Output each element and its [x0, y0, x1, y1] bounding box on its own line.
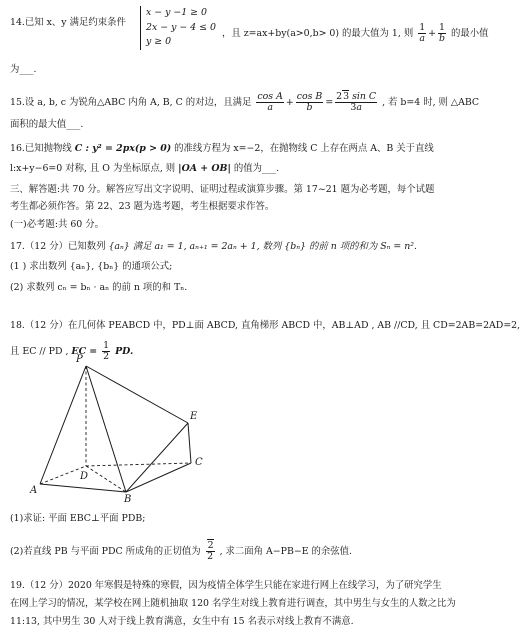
- q19-line2: 在网上学习的情况，某学校在网上随机抽取 120 名学生对线上教育进行调查，其中男生与女生的人数之比为: [10, 598, 456, 609]
- q16-line2: [10, 163, 466, 175]
- q18-part1: (1)求证: 平面 EBC⊥平面 PDB;: [10, 513, 146, 524]
- q17-line: [10, 241, 466, 253]
- q14-line-right: ，且 z=ax+by(a>0,b> 0) 的最大值为 1, 则 $\frac{1}{a}$ + $\frac{1}{b}$ 的最小值: [222, 22, 489, 44]
- q17-cond: {aₙ} 满足 a₁ = 1, aₙ₊₁ = 2aₙ + 1, 数列 {bₙ} 的前 n 项的和为 Sₙ = n².: [108, 241, 418, 252]
- q17-intro: 17.（12 分）已知数列: [10, 241, 106, 252]
- q17-part1: (1 ) 求出数列 {aₙ}, {bₙ} 的通项公式;: [10, 261, 173, 272]
- q18-part2b: , 求二面角 A−PB−E 的余弦值.: [219, 546, 353, 557]
- vertex-label-E: E: [190, 411, 198, 422]
- edge-DB: [86, 466, 126, 492]
- q18-part2a: (2)若直线 PB 与平面 PDC 所成角的正切值为: [10, 546, 201, 557]
- q14-eq1: x − y −1 ≥ 0: [146, 7, 207, 18]
- q15-frac-sinC: $\frac{\text{23 sin C}}{3a}$: [336, 91, 377, 113]
- q14-tail: 为___.: [10, 64, 37, 75]
- q18-line2b: EC =: [71, 346, 98, 357]
- edge-AB: [40, 484, 126, 492]
- q15-tail: 面积的最大值___.: [10, 119, 84, 130]
- q16-line2a: l:x+y−6=0 对称, 且 O 为坐标原点, 则: [10, 163, 176, 174]
- q18-frac-sqrt2: $\frac{2}{2}$: [207, 540, 214, 562]
- edge-BE: [126, 423, 188, 492]
- section3-line3: (一)必考题:共 60 分。: [10, 219, 104, 230]
- q18-line2c: PD.: [115, 346, 134, 357]
- q14-mid: ，且 z=ax+by(a>0,b> 0) 的最大值为 1, 则: [222, 28, 414, 39]
- edge-PA: [40, 366, 89, 484]
- q14-constraint-system: [140, 6, 218, 50]
- q14-end: 的最小值: [451, 28, 489, 39]
- q14-frac-b: $\frac{1}{b}$: [439, 22, 446, 44]
- section3-line2: 考生都必须作答。第 22、23 题为选考题，考生根据要求作答。: [10, 201, 275, 212]
- vertex-label-D: D: [80, 471, 89, 482]
- vertex-label-B: B: [124, 494, 132, 505]
- q16-line1: [10, 143, 466, 155]
- q15-frac-cosB: $\frac{\text{cos B}}{b}$: [296, 91, 323, 113]
- q14-eq3: y ≥ 0: [146, 36, 172, 47]
- q15-intro: 15.设 a, b, c 为锐角△ABC 内角 A, B, C 的对边，且满足: [10, 97, 252, 108]
- q19-line1: 19.（12 分）2020 年寒假是特殊的寒假，因为疫情全体学生只能在家进行网上在线学习，为了研究学生: [10, 580, 442, 591]
- edge-BC: [126, 463, 191, 492]
- q18-line2a: 且 EC // PD ,: [10, 346, 69, 357]
- q18-geometry-figure: [28, 352, 224, 505]
- q16-curve: C : y² = 2px(p > 0): [74, 143, 172, 154]
- q18-part2: [10, 541, 466, 562]
- edge-DC: [86, 463, 191, 466]
- q18-geometry-svg: [28, 352, 224, 505]
- q16-intro: 16.已知抛物线: [10, 143, 72, 154]
- section3-line1: 三、解答题:共 70 分。解答应写出文字说明、证明过程或演算步骤。第 17~21 题为必考题，每个试题: [10, 184, 435, 195]
- q18-frac-half: $\frac{1}{2}$: [103, 340, 110, 362]
- q15-end: , 若 b=4 时, 则 △ABC: [382, 97, 480, 108]
- vertex-label-P: P: [76, 354, 83, 365]
- q19-line3: 11:13, 其中男生 30 人对于线上教育满意，女生中有 15 名表示对线上教育不满意.: [10, 616, 354, 627]
- q15-frac-cosA: $\frac{\text{cos A}}{a}$: [257, 91, 283, 113]
- vertex-label-A: A: [30, 485, 38, 496]
- q14-eq2: 2x − y − 4 ≤ 0: [146, 21, 216, 33]
- q15-line: 15.设 a, b, c 为锐角△ABC 内角 A, B, C 的对边，且满足 $\frac{\text{cos A}}{a}$ + $\frac{\text{cos B}}{b}$ = $\frac{\text{23 sin C}}{3a}$ , 若 b=4 时, 则 △ABC: [10, 91, 480, 113]
- q17-part2: (2) 求数列 cₙ = bₙ · aₙ 的前 n 项的和 Tₙ.: [10, 282, 188, 293]
- vertex-label-C: C: [195, 457, 203, 468]
- q16-mid: 的准线方程为 x=−2，在抛物线 C 上存在两点 A、B 关于直线: [174, 143, 434, 154]
- q16-line2b: 的值为___.: [233, 163, 280, 174]
- q16-vec: |OA + OB|: [178, 163, 231, 174]
- q14-intro: 14.已知 x、y 满足约束条件: [10, 17, 126, 28]
- q18-line1: 18.（12 分）在几何体 PEABCD 中，PD⊥面 ABCD, 直角梯形 ABCD 中，AB⊥AD , AB //CD, 且 CD=2AB=2AD=2,: [10, 320, 520, 331]
- edge-EC: [188, 423, 191, 463]
- q14-frac-a: $\frac{1}{a}$: [419, 22, 426, 44]
